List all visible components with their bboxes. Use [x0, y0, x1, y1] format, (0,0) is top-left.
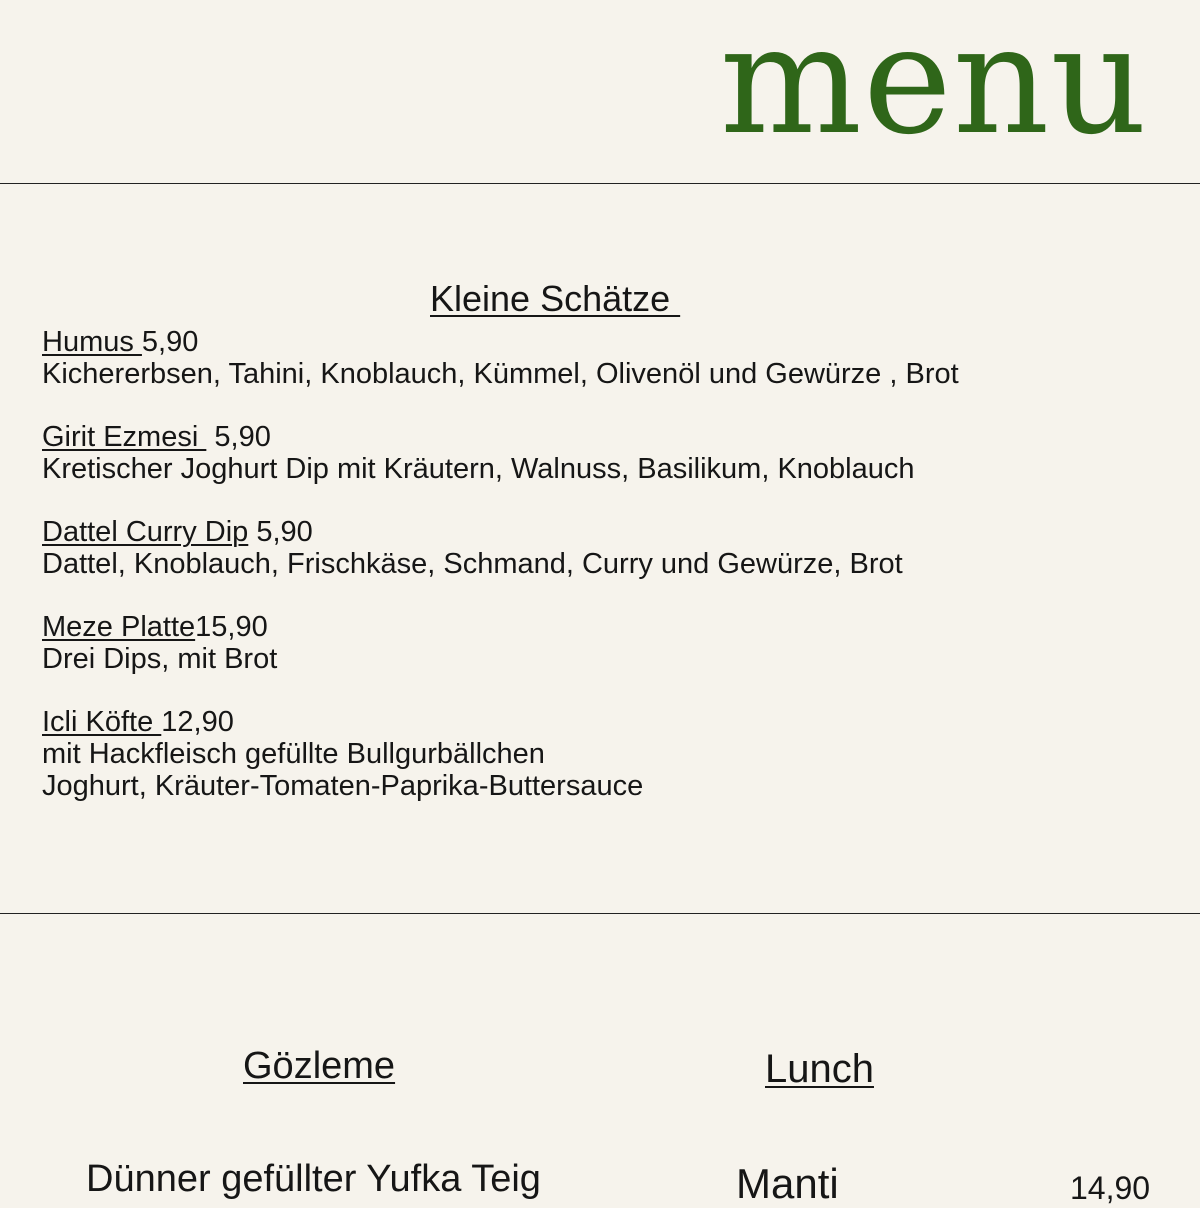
item-price: 5,90: [248, 516, 313, 548]
item-price: 5,90: [141, 326, 199, 358]
section-heading-gozleme: Gözleme: [243, 1045, 396, 1087]
item-price: 15,90: [195, 611, 268, 643]
menu-title: menu: [719, 0, 1148, 168]
section-heading-lunch: Lunch: [765, 1047, 874, 1091]
menu-item-dattel-curry-dip: [42, 516, 1162, 580]
item-description: Dattel, Knoblauch, Frischkäse, Schmand, Curry und Gewürze, Brot: [42, 548, 903, 580]
item-price: 5,90: [206, 421, 271, 453]
item-name: Dattel Curry Dip: [42, 516, 249, 548]
item-description: Kretischer Joghurt Dip mit Kräutern, Walnuss, Basilikum, Knoblauch: [42, 453, 915, 485]
item-description: Joghurt, Kräuter-Tomaten-Paprika-Buttersauce: [42, 770, 644, 802]
middle-divider: [0, 913, 1200, 914]
menu-item-icli-koefte: [42, 706, 1162, 802]
item-name: Meze Platte: [42, 611, 196, 643]
item-description: Drei Dips, mit Brot: [42, 643, 278, 675]
section-heading-kleine-schaetze: Kleine Schätze: [430, 278, 681, 319]
kleine-schaetze-list: [42, 326, 1162, 833]
item-name: Humus: [42, 326, 142, 358]
item-name: Icli Köfte: [42, 706, 162, 738]
lunch-item-price: 14,90: [1070, 1170, 1151, 1206]
lunch-item-name: Manti: [736, 1160, 839, 1207]
menu-item-humus: [42, 326, 1162, 390]
item-name: Girit Ezmesi: [42, 421, 207, 453]
item-description: Kichererbsen, Tahini, Knoblauch, Kümmel, Olivenöl und Gewürze , Brot: [42, 358, 959, 390]
item-description: mit Hackfleisch gefüllte Bullgurbällchen: [42, 738, 545, 770]
menu-item-meze-platte: [42, 611, 1162, 675]
gozleme-description: Dünner gefüllter Yufka Teig: [86, 1158, 541, 1200]
top-divider: [0, 183, 1200, 184]
item-price: 12,90: [161, 706, 234, 738]
menu-item-girit-ezmesi: [42, 421, 1162, 485]
